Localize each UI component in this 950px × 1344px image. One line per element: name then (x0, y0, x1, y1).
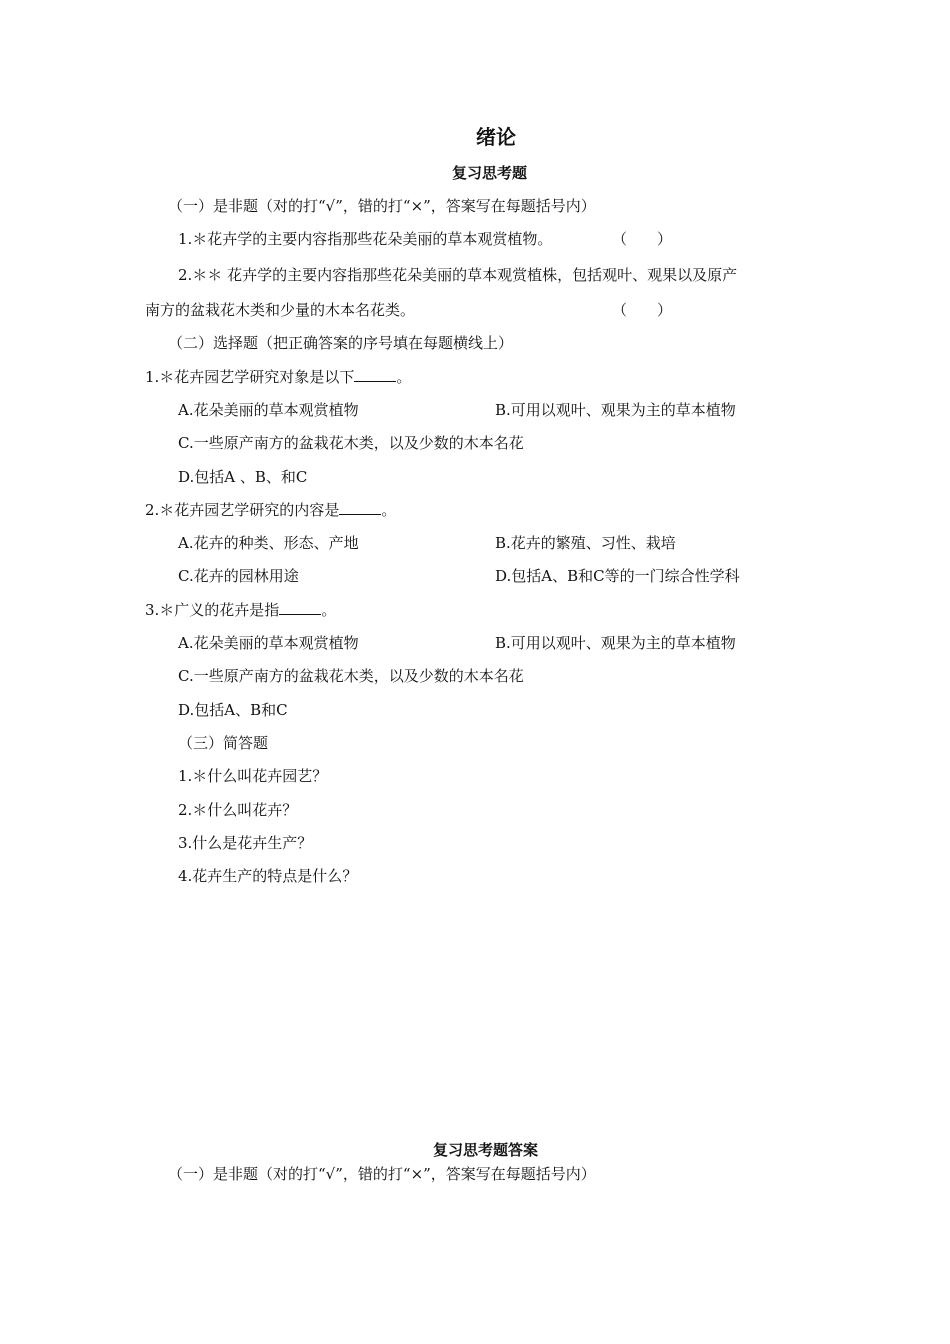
choice-q2-option-d: D.包括A、B和C等的一门综合性学科 (495, 567, 740, 585)
choice-q3-option-d: D.包括A、B和C (178, 701, 288, 719)
truefalse-q2-line2: 南方的盆栽花木类和少量的木本名花类。 (145, 301, 416, 319)
answer-blank (279, 600, 321, 615)
stem-text: 3.＊广义的花卉是指 (145, 601, 280, 619)
answers-heading: 复习思考题答案 (433, 1141, 539, 1159)
truefalse-q2-line1: 2.＊＊ 花卉学的主要内容指那些花朵美丽的草本观赏植株，包括观叶、观果以及原产 (178, 266, 738, 284)
choice-q1-option-c: C.一些原产南方的盆栽花木类，以及少数的木本名花 (178, 434, 524, 452)
answer-blank (354, 367, 396, 382)
choice-q2-option-c: C.花卉的园林用途 (178, 567, 299, 585)
choice-q1-stem (145, 367, 411, 387)
answer-paren: （ ） (612, 230, 673, 248)
choice-q3-option-c: C.一些原产南方的盆栽花木类，以及少数的木本名花 (178, 667, 524, 685)
choice-q2-option-b: B.花卉的繁殖、习性、栽培 (495, 534, 676, 552)
choice-q1-option-a: A.花朵美丽的草本观赏植物 (178, 401, 359, 419)
answers-truefalse-heading: （一）是非题（对的打“√”，错的打“×”，答案写在每题括号内） (168, 1165, 596, 1183)
choice-q1-option-d: D.包括A 、B、和C (178, 468, 308, 486)
short-answer-heading: （三）简答题 (178, 734, 269, 752)
choice-q3-stem (145, 600, 336, 620)
choice-q1-option-b: B.可用以观叶、观果为主的草本植物 (495, 401, 736, 419)
stem-text: 1.＊花卉园艺学研究对象是以下 (145, 368, 355, 386)
page-title: 绪论 (476, 125, 516, 149)
answer-blank (339, 500, 381, 515)
stem-end: 。 (321, 601, 337, 619)
truefalse-q1: 1.＊花卉学的主要内容指那些花朵美丽的草本观赏植物。 (178, 230, 553, 248)
truefalse-heading: （一）是非题（对的打“√”，错的打“×”，答案写在每题括号内） (168, 197, 596, 215)
choice-q3-option-a: A.花朵美丽的草本观赏植物 (178, 634, 359, 652)
short-answer-item: 1.＊什么叫花卉园艺？ (178, 767, 328, 785)
answer-paren: （ ） (612, 301, 673, 319)
stem-end: 。 (396, 368, 412, 386)
stem-end: 。 (381, 501, 397, 519)
choice-q2-option-a: A.花卉的种类、形态、产地 (178, 534, 359, 552)
choice-q2-stem (145, 500, 396, 520)
short-answer-item: 4.花卉生产的特点是什么？ (178, 867, 358, 885)
choice-q3-option-b: B.可用以观叶、观果为主的草本植物 (495, 634, 736, 652)
choice-heading: （二）选择题（把正确答案的序号填在每题横线上） (168, 334, 514, 352)
stem-text: 2.＊花卉园艺学研究的内容是 (145, 501, 340, 519)
section-subtitle: 复习思考题 (452, 164, 528, 182)
short-answer-item: 3.什么是花卉生产？ (178, 834, 313, 852)
short-answer-item: 2.＊什么叫花卉？ (178, 801, 298, 819)
